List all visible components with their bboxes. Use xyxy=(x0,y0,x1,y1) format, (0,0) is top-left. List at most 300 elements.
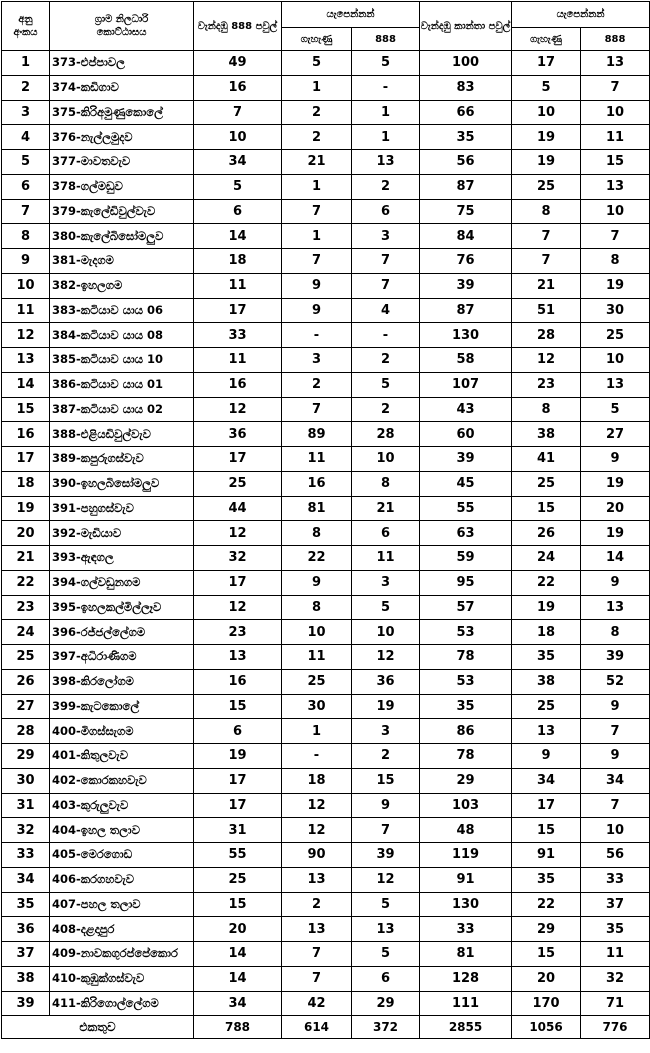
cell-male-a: 9 xyxy=(352,793,420,818)
cell-male-b: 7 xyxy=(581,793,650,818)
cell-male-b: 19 xyxy=(581,471,650,496)
cell-female-a: 89 xyxy=(282,422,352,447)
cell-male-a: 7 xyxy=(352,249,420,274)
cell-serial-number: 4 xyxy=(2,125,50,150)
table-row xyxy=(2,125,650,150)
header-dependents-b: යැපෙන්නන් xyxy=(512,2,650,28)
cell-female-b: 8 xyxy=(512,397,581,422)
cell-male-b: 56 xyxy=(581,843,650,868)
cell-serial-number: 7 xyxy=(2,199,50,224)
cell-female-b: 35 xyxy=(512,867,581,892)
table-row xyxy=(2,372,650,397)
cell-families-b: 87 xyxy=(420,174,512,199)
cell-male-b: 8 xyxy=(581,620,650,645)
cell-families-b: 48 xyxy=(420,818,512,843)
cell-gn-division: 388-එළියඩිවුල්වැව xyxy=(50,422,194,447)
cell-male-b: 7 xyxy=(581,719,650,744)
cell-gn-division: 396-රජ්ජල්ලේගම xyxy=(50,620,194,645)
cell-families-a: 34 xyxy=(194,991,282,1016)
cell-gn-division: 401-කිතුලවැව xyxy=(50,744,194,769)
cell-families-b: 35 xyxy=(420,694,512,719)
cell-male-a: 36 xyxy=(352,669,420,694)
cell-female-a: 18 xyxy=(282,768,352,793)
header-female-a: ගැහැණු xyxy=(282,28,352,51)
table-row xyxy=(2,150,650,175)
header-families-b: වැන්දඹු කාන්තා පවුල් xyxy=(420,2,512,51)
cell-female-a: 9 xyxy=(282,298,352,323)
cell-female-a: 81 xyxy=(282,496,352,521)
cell-female-a: 7 xyxy=(282,966,352,991)
cell-families-a: 13 xyxy=(194,645,282,670)
cell-male-b: 9 xyxy=(581,570,650,595)
header-serial-line2: අංකය xyxy=(13,27,38,38)
cell-female-a: 9 xyxy=(282,273,352,298)
cell-male-b: 19 xyxy=(581,521,650,546)
cell-female-a: 11 xyxy=(282,645,352,670)
cell-male-b: 11 xyxy=(581,125,650,150)
cell-families-b: 53 xyxy=(420,620,512,645)
cell-female-b: 38 xyxy=(512,422,581,447)
cell-gn-division: 387-කටියාව යාය 02 xyxy=(50,397,194,422)
cell-female-a: 1 xyxy=(282,75,352,100)
cell-male-a: 10 xyxy=(352,620,420,645)
cell-gn-division: 389-කපුරුගස්වැව xyxy=(50,447,194,472)
cell-gn-division: 399-කැටකොලේ xyxy=(50,694,194,719)
total-female-b: 1056 xyxy=(512,1016,581,1039)
cell-male-b: 9 xyxy=(581,694,650,719)
cell-female-a: 30 xyxy=(282,694,352,719)
cell-male-a: 7 xyxy=(352,273,420,298)
cell-serial-number: 3 xyxy=(2,100,50,125)
cell-female-a: 3 xyxy=(282,348,352,373)
cell-female-a: 7 xyxy=(282,397,352,422)
table-row xyxy=(2,447,650,472)
cell-male-a: 12 xyxy=(352,645,420,670)
cell-serial-number: 20 xyxy=(2,521,50,546)
cell-families-b: 107 xyxy=(420,372,512,397)
cell-families-a: 17 xyxy=(194,447,282,472)
cell-families-a: 20 xyxy=(194,917,282,942)
cell-serial-number: 5 xyxy=(2,150,50,175)
cell-gn-division: 382-ඉහලගම xyxy=(50,273,194,298)
table-row xyxy=(2,966,650,991)
cell-female-a: 12 xyxy=(282,793,352,818)
cell-male-a: 15 xyxy=(352,768,420,793)
table-row xyxy=(2,51,650,76)
cell-male-b: 5 xyxy=(581,397,650,422)
cell-serial-number: 16 xyxy=(2,422,50,447)
cell-male-a: 6 xyxy=(352,966,420,991)
cell-female-a: 2 xyxy=(282,125,352,150)
table-row xyxy=(2,744,650,769)
cell-families-b: 78 xyxy=(420,744,512,769)
cell-male-a: - xyxy=(352,75,420,100)
cell-male-b: 19 xyxy=(581,273,650,298)
cell-female-b: 18 xyxy=(512,620,581,645)
cell-families-a: 16 xyxy=(194,669,282,694)
cell-gn-division: 392-මැඩියාව xyxy=(50,521,194,546)
header-serial-line1: අනු xyxy=(18,14,33,25)
cell-serial-number: 38 xyxy=(2,966,50,991)
table-row xyxy=(2,546,650,571)
table-row xyxy=(2,843,650,868)
cell-female-b: 15 xyxy=(512,496,581,521)
cell-female-b: 41 xyxy=(512,447,581,472)
cell-male-a: 7 xyxy=(352,818,420,843)
cell-serial-number: 32 xyxy=(2,818,50,843)
cell-male-b: 39 xyxy=(581,645,650,670)
table-row xyxy=(2,298,650,323)
cell-families-a: 11 xyxy=(194,348,282,373)
cell-serial-number: 18 xyxy=(2,471,50,496)
cell-gn-division: 374-කඩිගාව xyxy=(50,75,194,100)
table-row xyxy=(2,942,650,967)
cell-serial-number: 10 xyxy=(2,273,50,298)
cell-female-b: 170 xyxy=(512,991,581,1016)
cell-female-b: 25 xyxy=(512,471,581,496)
cell-serial-number: 19 xyxy=(2,496,50,521)
table-row xyxy=(2,917,650,942)
cell-female-b: 51 xyxy=(512,298,581,323)
cell-families-a: 10 xyxy=(194,125,282,150)
cell-gn-division: 376-නැල්ලමුදව xyxy=(50,125,194,150)
cell-male-b: 52 xyxy=(581,669,650,694)
cell-serial-number: 34 xyxy=(2,867,50,892)
cell-serial-number: 17 xyxy=(2,447,50,472)
cell-female-b: 10 xyxy=(512,100,581,125)
cell-male-b: 7 xyxy=(581,224,650,249)
cell-gn-division: 393-ඇඳගල xyxy=(50,546,194,571)
header-male-a: 888 xyxy=(352,28,420,51)
cell-male-a: 3 xyxy=(352,719,420,744)
cell-families-b: 53 xyxy=(420,669,512,694)
cell-gn-division: 391-පහුගස්වැව xyxy=(50,496,194,521)
cell-gn-division: 409-නාවකගුරප්පේකොර xyxy=(50,942,194,967)
table-row xyxy=(2,75,650,100)
cell-male-a: 4 xyxy=(352,298,420,323)
cell-families-b: 29 xyxy=(420,768,512,793)
cell-male-b: 30 xyxy=(581,298,650,323)
cell-male-a: 5 xyxy=(352,942,420,967)
cell-male-a: 6 xyxy=(352,521,420,546)
cell-families-b: 119 xyxy=(420,843,512,868)
cell-male-b: 34 xyxy=(581,768,650,793)
cell-gn-division: 397-අධිරාණිගම xyxy=(50,645,194,670)
table-footer xyxy=(2,1016,650,1039)
cell-male-b: 15 xyxy=(581,150,650,175)
table-row xyxy=(2,422,650,447)
table-row xyxy=(2,570,650,595)
cell-families-a: 17 xyxy=(194,298,282,323)
cell-female-b: 22 xyxy=(512,570,581,595)
cell-serial-number: 13 xyxy=(2,348,50,373)
cell-families-a: 12 xyxy=(194,595,282,620)
cell-families-a: 7 xyxy=(194,100,282,125)
cell-gn-division: 407-පහල තලාව xyxy=(50,892,194,917)
cell-gn-division: 384-කටියාව යාය 08 xyxy=(50,323,194,348)
cell-families-a: 17 xyxy=(194,570,282,595)
cell-male-b: 33 xyxy=(581,867,650,892)
cell-female-b: 25 xyxy=(512,694,581,719)
cell-families-b: 39 xyxy=(420,273,512,298)
cell-gn-division: 405-මෙරගොඩ xyxy=(50,843,194,868)
cell-male-b: 32 xyxy=(581,966,650,991)
cell-female-a: 7 xyxy=(282,942,352,967)
cell-serial-number: 1 xyxy=(2,51,50,76)
cell-serial-number: 22 xyxy=(2,570,50,595)
cell-gn-division: 410-කුඹුක්ගස්වැව xyxy=(50,966,194,991)
cell-serial-number: 26 xyxy=(2,669,50,694)
table-row xyxy=(2,273,650,298)
table-row xyxy=(2,867,650,892)
cell-families-b: 66 xyxy=(420,100,512,125)
cell-serial-number: 25 xyxy=(2,645,50,670)
table-row xyxy=(2,521,650,546)
cell-female-b: 8 xyxy=(512,199,581,224)
cell-female-b: 20 xyxy=(512,966,581,991)
cell-families-a: 12 xyxy=(194,397,282,422)
cell-families-b: 39 xyxy=(420,447,512,472)
table-row xyxy=(2,768,650,793)
cell-female-b: 28 xyxy=(512,323,581,348)
cell-gn-division: 386-කටියාව යාය 01 xyxy=(50,372,194,397)
cell-gn-division: 378-ගල්මඩුව xyxy=(50,174,194,199)
cell-male-a: 39 xyxy=(352,843,420,868)
cell-male-b: 20 xyxy=(581,496,650,521)
cell-male-b: 13 xyxy=(581,595,650,620)
cell-families-a: 16 xyxy=(194,372,282,397)
cell-female-a: 16 xyxy=(282,471,352,496)
cell-female-a: 1 xyxy=(282,224,352,249)
cell-families-b: 130 xyxy=(420,323,512,348)
cell-families-a: 12 xyxy=(194,521,282,546)
cell-families-b: 100 xyxy=(420,51,512,76)
cell-female-b: 38 xyxy=(512,669,581,694)
totals-label: එකතුව xyxy=(2,1016,194,1039)
total-female-a: 614 xyxy=(282,1016,352,1039)
table-row xyxy=(2,892,650,917)
cell-male-a: 28 xyxy=(352,422,420,447)
cell-serial-number: 29 xyxy=(2,744,50,769)
cell-families-b: 91 xyxy=(420,867,512,892)
table-row xyxy=(2,224,650,249)
cell-male-a: 3 xyxy=(352,570,420,595)
cell-families-b: 58 xyxy=(420,348,512,373)
cell-serial-number: 14 xyxy=(2,372,50,397)
cell-families-a: 32 xyxy=(194,546,282,571)
cell-male-b: 11 xyxy=(581,942,650,967)
cell-female-b: 21 xyxy=(512,273,581,298)
cell-families-b: 128 xyxy=(420,966,512,991)
cell-female-b: 22 xyxy=(512,892,581,917)
cell-male-a: 2 xyxy=(352,744,420,769)
cell-male-a: 2 xyxy=(352,174,420,199)
cell-male-a: 12 xyxy=(352,867,420,892)
cell-families-a: 14 xyxy=(194,224,282,249)
cell-female-b: 7 xyxy=(512,249,581,274)
cell-female-b: 24 xyxy=(512,546,581,571)
cell-serial-number: 37 xyxy=(2,942,50,967)
cell-gn-division: 385-කටියාව යාය 10 xyxy=(50,348,194,373)
cell-female-a: 13 xyxy=(282,917,352,942)
cell-families-a: 36 xyxy=(194,422,282,447)
cell-female-a: 13 xyxy=(282,867,352,892)
cell-families-a: 18 xyxy=(194,249,282,274)
cell-families-b: 95 xyxy=(420,570,512,595)
cell-families-a: 14 xyxy=(194,966,282,991)
cell-gn-division: 400-මිගස්සැගම xyxy=(50,719,194,744)
cell-male-a: 11 xyxy=(352,546,420,571)
table-row xyxy=(2,645,650,670)
total-families-b: 2855 xyxy=(420,1016,512,1039)
cell-male-b: 71 xyxy=(581,991,650,1016)
cell-female-a: - xyxy=(282,744,352,769)
cell-female-b: 19 xyxy=(512,595,581,620)
cell-female-b: 23 xyxy=(512,372,581,397)
table-body xyxy=(2,51,650,1016)
cell-male-a: 1 xyxy=(352,100,420,125)
cell-male-a: 19 xyxy=(352,694,420,719)
cell-gn-division: 408-දළදාපුර xyxy=(50,917,194,942)
cell-families-a: 34 xyxy=(194,150,282,175)
cell-female-b: 35 xyxy=(512,645,581,670)
header-division-line1: ග්‍රාම නිලධාරි xyxy=(94,14,149,25)
cell-female-a: 8 xyxy=(282,521,352,546)
cell-serial-number: 23 xyxy=(2,595,50,620)
cell-families-b: 56 xyxy=(420,150,512,175)
cell-gn-division: 402-කොරකහවැව xyxy=(50,768,194,793)
table-row xyxy=(2,793,650,818)
table-row xyxy=(2,818,650,843)
cell-male-a: 2 xyxy=(352,397,420,422)
cell-female-a: 12 xyxy=(282,818,352,843)
cell-female-a: 90 xyxy=(282,843,352,868)
cell-families-a: 23 xyxy=(194,620,282,645)
cell-families-b: 111 xyxy=(420,991,512,1016)
cell-gn-division: 411-කිරිගොල්ලේගම xyxy=(50,991,194,1016)
cell-serial-number: 12 xyxy=(2,323,50,348)
cell-female-b: 17 xyxy=(512,793,581,818)
cell-gn-division: 403-කුරුලුවැව xyxy=(50,793,194,818)
cell-female-b: 17 xyxy=(512,51,581,76)
cell-serial-number: 28 xyxy=(2,719,50,744)
cell-female-a: 2 xyxy=(282,892,352,917)
cell-gn-division: 394-ගල්වඩුනගම xyxy=(50,570,194,595)
cell-families-a: 5 xyxy=(194,174,282,199)
cell-gn-division: 381-මැදගම xyxy=(50,249,194,274)
cell-serial-number: 24 xyxy=(2,620,50,645)
cell-gn-division: 398-කිරලෝගම xyxy=(50,669,194,694)
cell-male-b: 13 xyxy=(581,51,650,76)
cell-gn-division: 390-ඉහලබිසෝමලුව xyxy=(50,471,194,496)
cell-families-a: 17 xyxy=(194,793,282,818)
cell-serial-number: 31 xyxy=(2,793,50,818)
table-row xyxy=(2,249,650,274)
table-row xyxy=(2,397,650,422)
table-header xyxy=(2,2,650,51)
table-row xyxy=(2,174,650,199)
cell-families-b: 60 xyxy=(420,422,512,447)
cell-female-a: 1 xyxy=(282,174,352,199)
table-row xyxy=(2,496,650,521)
cell-serial-number: 9 xyxy=(2,249,50,274)
cell-female-b: 19 xyxy=(512,150,581,175)
widows-families-table xyxy=(1,1,650,1039)
cell-male-b: 10 xyxy=(581,100,650,125)
cell-gn-division: 373-එප්පාවල xyxy=(50,51,194,76)
cell-families-b: 59 xyxy=(420,546,512,571)
cell-male-b: 9 xyxy=(581,447,650,472)
header-male-b: 888 xyxy=(581,28,650,51)
cell-male-a: 13 xyxy=(352,917,420,942)
total-male-b: 776 xyxy=(581,1016,650,1039)
cell-families-b: 86 xyxy=(420,719,512,744)
cell-serial-number: 27 xyxy=(2,694,50,719)
cell-male-a: 5 xyxy=(352,51,420,76)
table-row xyxy=(2,199,650,224)
cell-female-b: 5 xyxy=(512,75,581,100)
cell-families-a: 11 xyxy=(194,273,282,298)
cell-families-a: 19 xyxy=(194,744,282,769)
cell-families-b: 35 xyxy=(420,125,512,150)
cell-families-b: 78 xyxy=(420,645,512,670)
table-row xyxy=(2,323,650,348)
cell-female-b: 25 xyxy=(512,174,581,199)
header-division-line2: කොට්ඨාසය xyxy=(96,27,147,38)
cell-male-b: 10 xyxy=(581,818,650,843)
cell-female-b: 15 xyxy=(512,942,581,967)
cell-serial-number: 6 xyxy=(2,174,50,199)
cell-female-a: 10 xyxy=(282,620,352,645)
cell-families-a: 6 xyxy=(194,199,282,224)
cell-families-a: 14 xyxy=(194,942,282,967)
cell-female-a: 5 xyxy=(282,51,352,76)
table-row xyxy=(2,719,650,744)
table-row xyxy=(2,471,650,496)
cell-families-a: 33 xyxy=(194,323,282,348)
cell-families-b: 55 xyxy=(420,496,512,521)
cell-serial-number: 21 xyxy=(2,546,50,571)
cell-female-a: 2 xyxy=(282,100,352,125)
cell-families-b: 81 xyxy=(420,942,512,967)
cell-male-b: 8 xyxy=(581,249,650,274)
cell-female-b: 29 xyxy=(512,917,581,942)
cell-families-a: 49 xyxy=(194,51,282,76)
cell-female-b: 13 xyxy=(512,719,581,744)
header-female-b: ගැහැණු xyxy=(512,28,581,51)
cell-male-a: 5 xyxy=(352,372,420,397)
cell-female-b: 7 xyxy=(512,224,581,249)
cell-families-b: 63 xyxy=(420,521,512,546)
cell-gn-division: 395-ඉහලකල්මිල්ලෑව xyxy=(50,595,194,620)
header-dependents-a: යැපෙන්නන් xyxy=(282,2,420,28)
cell-male-a: 5 xyxy=(352,892,420,917)
cell-families-a: 25 xyxy=(194,867,282,892)
table-row xyxy=(2,669,650,694)
cell-female-a: 1 xyxy=(282,719,352,744)
cell-male-a: 29 xyxy=(352,991,420,1016)
cell-serial-number: 36 xyxy=(2,917,50,942)
cell-serial-number: 11 xyxy=(2,298,50,323)
cell-male-a: 1 xyxy=(352,125,420,150)
cell-male-b: 9 xyxy=(581,744,650,769)
total-families-a: 788 xyxy=(194,1016,282,1039)
cell-male-b: 10 xyxy=(581,199,650,224)
cell-male-a: 13 xyxy=(352,150,420,175)
cell-female-a: 7 xyxy=(282,199,352,224)
table-row xyxy=(2,694,650,719)
header-gn-division xyxy=(50,2,194,51)
